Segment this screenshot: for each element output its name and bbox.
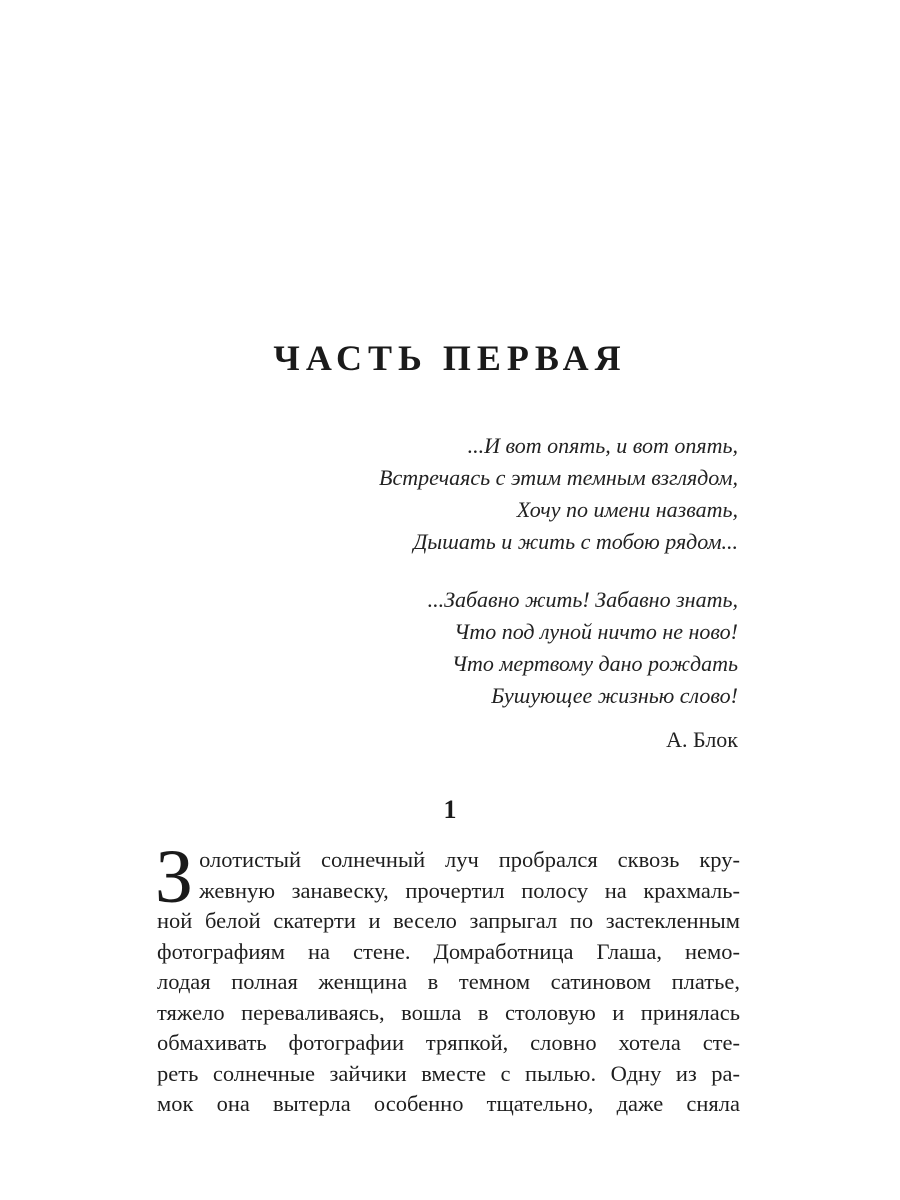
epigraph (379, 430, 738, 738)
body-line: жевную занавеску, прочертил полосу на крахмаль- (199, 877, 740, 903)
body-line: фотографиям на стене. Домработница Глаша, немо- (157, 938, 740, 964)
body-line: лодая полная женщина в темном сатиновом платье, (157, 969, 740, 994)
epigraph-line: Дышать и жить с тобою рядом... (413, 529, 738, 554)
drop-cap: З (155, 835, 194, 919)
epigraph-line: ...И вот опять, и вот опять, (467, 433, 738, 458)
body-line: ной белой скатерти и весело запрыгал по застекленным (157, 908, 740, 933)
part-title: ЧАСТЬ ПЕРВАЯ (273, 338, 627, 378)
epigraph-stanza-2 (379, 584, 738, 712)
epigraph-line: ...Забавно жить! Забавно знать, (427, 587, 738, 612)
body-line: обмахивать фотографии тряпкой, словно хотела сте- (157, 1030, 740, 1055)
body-line: мок она вытерла особенно тщательно, даже сняла (157, 1091, 740, 1116)
epigraph-line: Что под луной ничто не ново! (454, 619, 738, 644)
chapter-number: 1 (443, 795, 457, 824)
epigraph-line: Хочу по имени назвать, (516, 497, 738, 522)
body-line: тяжело переваливаясь, вошла в столовую и принялась (157, 999, 740, 1025)
chapter-body (155, 835, 740, 1120)
epigraph-line: Бушующее жизнью слово! (491, 683, 738, 708)
epigraph-line: Встречаясь с этим темным взглядом, (379, 465, 738, 490)
body-line: реть солнечные зайчики вместе с пылью. Одну из ра- (157, 1060, 740, 1086)
epigraph-author: А. Блок (666, 727, 738, 752)
epigraph-stanza-1 (379, 430, 738, 558)
body-line: олотистый солнечный луч пробрался сквозь кру- (199, 847, 740, 872)
epigraph-line: Что мертвому дано рождать (451, 651, 738, 676)
